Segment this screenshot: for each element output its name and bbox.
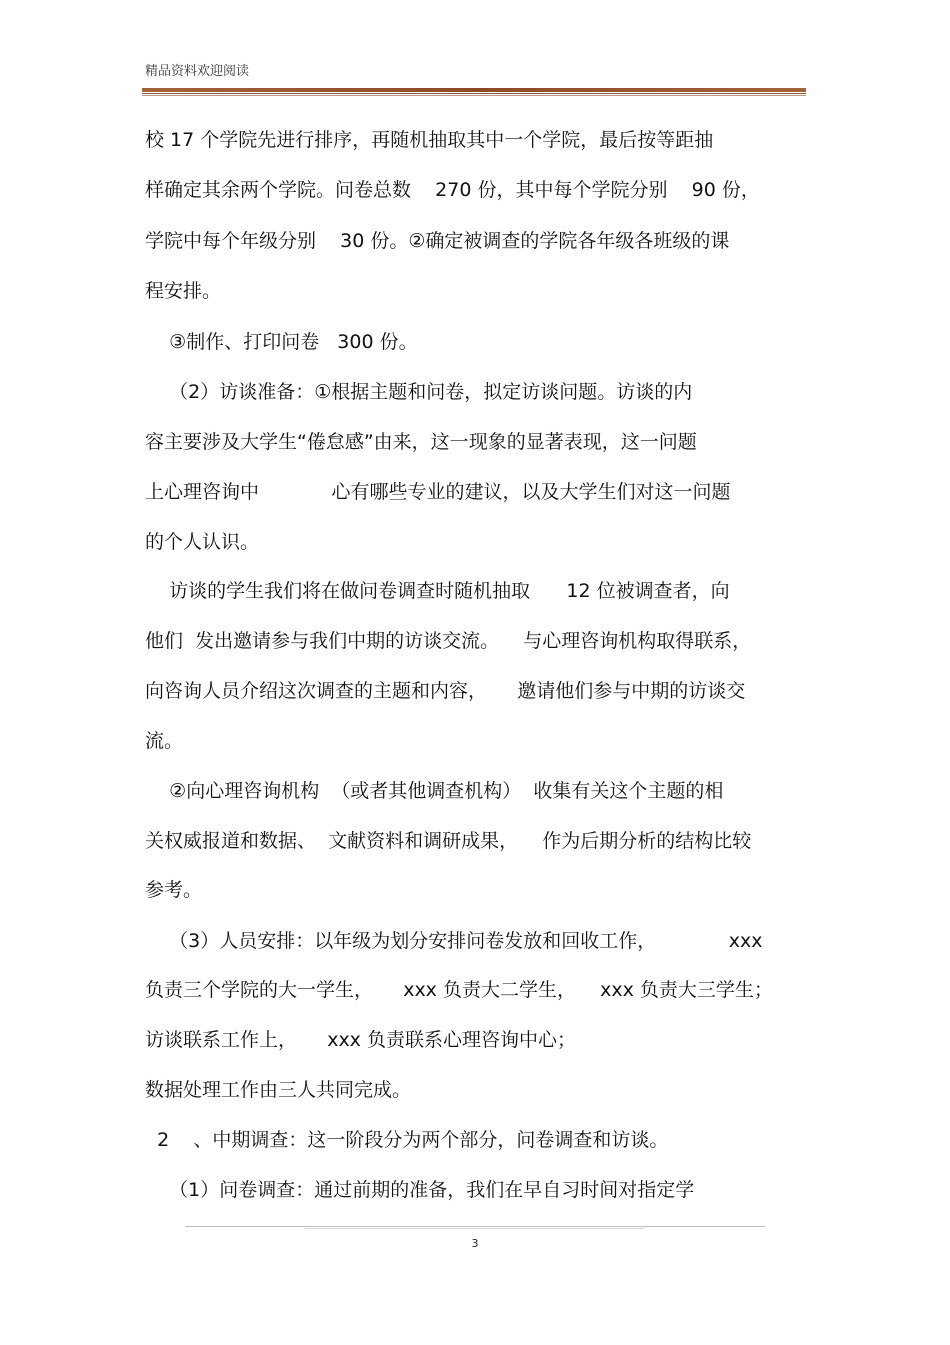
body-line: （1）问卷调查：通过前期的准备，我们在早自习时间对指定学 — [145, 1179, 695, 1201]
body-line: 访谈的学生我们将在做问卷调查时随机抽取 12 位被调查者，向 — [145, 580, 730, 602]
body-line: 2 、中期调查：这一阶段分为两个部分，问卷调查和访谈。 — [145, 1129, 669, 1151]
body-line: 他们 发出邀请参与我们中期的访谈交流。 与心理咨询机构取得联系， — [145, 630, 752, 652]
body-line: 向咨询人员介绍这次调查的主题和内容， 邀请他们参与中期的访谈交 — [145, 680, 746, 702]
body-line: 校 17 个学院先进行排序，再随机抽取其中一个学院，最后按等距抽 — [145, 129, 714, 151]
body-line: 学院中每个年级分别 30 份。②确定被调查的学院各年级各班级的课 — [145, 230, 730, 252]
footer-divider-line-light — [305, 1228, 645, 1229]
footer-divider — [185, 1226, 765, 1229]
page-number: 3 — [471, 1237, 479, 1250]
body-line: 程安排。 — [145, 280, 222, 302]
body-line: 参考。 — [145, 879, 203, 901]
body-line: 负责三个学院的大一学生， xxx 负责大二学生， xxx 负责大三学生； — [145, 979, 773, 1001]
header-divider-band — [142, 88, 806, 92]
body-line: （3）人员安排：以年级为划分安排问卷发放和回收工作， xxx — [145, 930, 763, 952]
body-line: 上心理咨询中 心有哪些专业的建议，以及大学生们对这一问题 — [145, 481, 731, 503]
body-line: 样确定其余两个学院。问卷总数 270 份，其中每个学院分别 90 份， — [145, 179, 760, 201]
body-line: ③制作、打印问卷 300 份。 — [145, 331, 418, 353]
page-header-title: 精品资料欢迎阅读 — [145, 64, 250, 79]
header-divider-line-light — [142, 95, 806, 96]
body-line: 关权威报道和数据、 文献资料和调研成果， 作为后期分析的结构比较 — [145, 830, 752, 852]
body-line: 访谈联系工作上， xxx 负责联系心理咨询中心； — [145, 1029, 576, 1051]
body-line: 数据处理工作由三人共同完成。 — [145, 1079, 412, 1101]
body-line: （2）访谈准备：①根据主题和问卷，拟定访谈问题。访谈的内 — [145, 381, 693, 403]
body-line: 的个人认识。 — [145, 531, 260, 553]
body-line: 流。 — [145, 730, 184, 752]
body-line: ②向心理咨询机构 （或者其他调查机构） 收集有关这个主题的相 — [145, 780, 724, 802]
header-divider — [142, 88, 806, 98]
header-divider-line — [142, 93, 806, 94]
body-line: 容主要涉及大学生“倦怠感”由来，这一现象的显著表现，这一问题 — [145, 431, 697, 453]
footer-divider-line — [185, 1226, 765, 1227]
